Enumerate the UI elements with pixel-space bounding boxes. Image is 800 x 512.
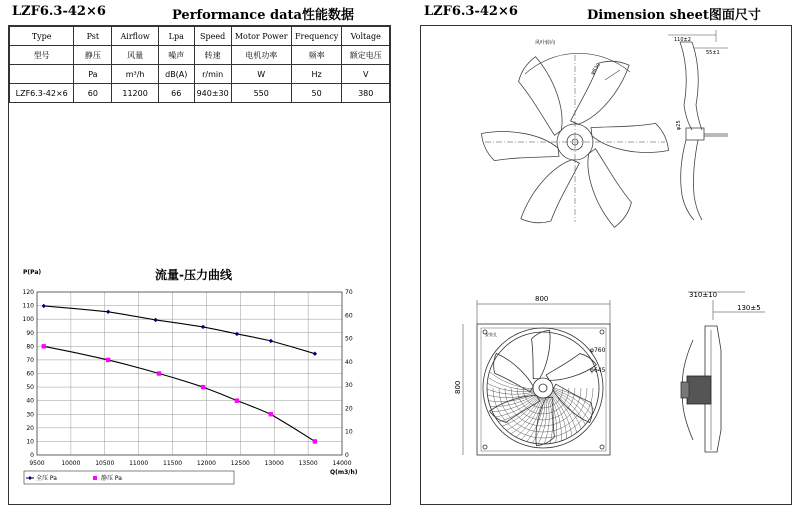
impeller-blade bbox=[563, 147, 646, 228]
impeller-front-view bbox=[480, 53, 670, 228]
fan-blade bbox=[519, 329, 564, 380]
y-left-tick-label: 70 bbox=[26, 356, 34, 364]
table-header-cell: 风量 bbox=[112, 46, 158, 65]
right-model-title: LZF6.3-42×6 bbox=[424, 4, 518, 19]
y-right-tick-label: 50 bbox=[345, 335, 353, 343]
impeller-blade bbox=[480, 111, 561, 180]
impeller-diameter-label: φ630 bbox=[589, 62, 603, 77]
x-tick-label: 14000 bbox=[332, 460, 352, 467]
y-left-tick-label: 80 bbox=[26, 343, 34, 351]
height-dimension: 800 bbox=[454, 380, 462, 394]
y-left-tick-label: 0 bbox=[30, 452, 34, 459]
shaft-diameter-label: φ25 bbox=[676, 120, 682, 130]
hub-length-label: 110±2 bbox=[674, 37, 691, 43]
legend-label: 全压 Pa bbox=[36, 475, 57, 482]
table-header-row-cn bbox=[10, 46, 390, 65]
y-right-tick-label: 60 bbox=[345, 312, 353, 320]
x-tick-label: 10500 bbox=[95, 460, 115, 467]
y-left-tick-label: 110 bbox=[22, 302, 34, 310]
table-unit-cell: Pa bbox=[74, 65, 112, 84]
y-left-tick-label: 30 bbox=[26, 411, 34, 419]
table-row bbox=[10, 84, 390, 103]
fan-side-view bbox=[681, 292, 765, 452]
data-point-marker bbox=[157, 371, 161, 375]
y-right-tick-label: 30 bbox=[345, 382, 353, 390]
data-point-marker bbox=[201, 325, 205, 329]
data-point-marker bbox=[313, 439, 317, 443]
table-header-cell: Speed bbox=[194, 27, 231, 46]
table-header-cell: Airflow bbox=[112, 27, 158, 46]
y-left-tick-label: 100 bbox=[22, 316, 34, 324]
y-right-tick-label: 0 bbox=[345, 452, 349, 459]
table-cell: 11200 bbox=[112, 84, 158, 103]
y-left-tick-label: 120 bbox=[22, 289, 34, 296]
x-tick-label: 11000 bbox=[129, 460, 149, 467]
data-point-marker bbox=[106, 358, 110, 362]
table-header-cell: 额定电压 bbox=[342, 46, 390, 65]
impeller-blade bbox=[504, 56, 587, 137]
data-point-marker bbox=[42, 304, 46, 308]
y-left-tick-label: 50 bbox=[26, 384, 34, 392]
table-header-cell: Voltage bbox=[342, 27, 390, 46]
data-point-marker bbox=[153, 318, 157, 322]
y-axis-label: P(Pa) bbox=[23, 269, 42, 276]
data-point-marker bbox=[201, 385, 205, 389]
table-cell: 50 bbox=[291, 84, 342, 103]
data-point-marker bbox=[106, 310, 110, 314]
table-header-row-en bbox=[10, 27, 390, 46]
width-dimension: 800 bbox=[535, 295, 549, 303]
data-point-marker bbox=[269, 412, 273, 416]
y-left-tick-label: 10 bbox=[26, 438, 34, 446]
y-left-tick-label: 20 bbox=[26, 424, 34, 432]
table-cell: 940±30 bbox=[194, 84, 231, 103]
mounting-hole-label: 安装孔 bbox=[485, 332, 497, 337]
table-unit-cell: Hz bbox=[291, 65, 342, 84]
table-unit-cell: m³/h bbox=[112, 65, 158, 84]
dimension-sheet-title: Dimension sheet图面尺寸 bbox=[587, 8, 761, 23]
spec-table bbox=[9, 26, 390, 103]
table-unit-cell bbox=[10, 65, 74, 84]
table-unit-cell: dB(A) bbox=[158, 65, 194, 84]
data-point-marker bbox=[235, 398, 239, 402]
table-cell: 60 bbox=[74, 84, 112, 103]
legend-marker bbox=[93, 476, 97, 480]
impeller-blade bbox=[589, 105, 670, 174]
guard-ring bbox=[487, 388, 599, 444]
y-left-tick-label: 60 bbox=[26, 370, 34, 378]
chart-title: 流量-压力曲线 bbox=[155, 268, 232, 282]
guard-ring bbox=[505, 388, 581, 426]
table-cell: 66 bbox=[158, 84, 194, 103]
table-header-cell: Frequency bbox=[291, 27, 342, 46]
data-point-marker bbox=[42, 344, 46, 348]
table-header-cell: Motor Power bbox=[231, 27, 291, 46]
data-point-marker bbox=[313, 352, 317, 356]
x-axis-label: Q(m3/h) bbox=[330, 469, 358, 476]
table-header-cell: Type bbox=[10, 27, 74, 46]
y-left-tick-label: 90 bbox=[26, 329, 34, 337]
table-cell: 380 bbox=[342, 84, 390, 103]
table-unit-cell: V bbox=[342, 65, 390, 84]
rotation-arrow-label: 风叶转向 bbox=[535, 40, 556, 46]
data-point-marker bbox=[235, 332, 239, 336]
table-header-cell: 转速 bbox=[194, 46, 231, 65]
shaft-length-label: 55±1 bbox=[706, 50, 720, 56]
x-tick-label: 10000 bbox=[61, 460, 81, 467]
table-unit-cell: W bbox=[231, 65, 291, 84]
x-tick-label: 13500 bbox=[298, 460, 318, 467]
y-right-tick-label: 70 bbox=[345, 289, 353, 296]
table-cell: 550 bbox=[231, 84, 291, 103]
depth-dimension: 310±10 bbox=[689, 291, 718, 299]
pressure-flow-chart bbox=[10, 262, 388, 500]
impeller-blade bbox=[521, 153, 580, 229]
table-units-row bbox=[10, 65, 390, 84]
y-right-tick-label: 10 bbox=[345, 428, 353, 436]
table-header-cell: 电机功率 bbox=[231, 46, 291, 65]
y-right-tick-label: 40 bbox=[345, 358, 353, 366]
table-header-cell: 频率 bbox=[291, 46, 342, 65]
performance-data-title: Performance data性能数据 bbox=[172, 8, 354, 23]
legend-label: 静压 Pa bbox=[101, 475, 122, 482]
table-header-cell: 静压 bbox=[74, 46, 112, 65]
inner-diameter-label: φ645 bbox=[590, 367, 606, 374]
table-header-cell: 噪声 bbox=[158, 46, 194, 65]
fan-front-view bbox=[463, 300, 610, 455]
fan-assembly-drawing bbox=[455, 290, 775, 500]
y-right-tick-label: 20 bbox=[345, 405, 353, 413]
y-left-tick-label: 40 bbox=[26, 397, 34, 405]
offset-dimension: 130±5 bbox=[737, 304, 761, 312]
table-unit-cell: r/min bbox=[194, 65, 231, 84]
table-header-cell: Lpa bbox=[158, 27, 194, 46]
x-tick-label: 13000 bbox=[264, 460, 284, 467]
impeller-drawing bbox=[480, 30, 780, 225]
x-tick-label: 9500 bbox=[29, 460, 45, 467]
table-cell: LZF6.3-42×6 bbox=[10, 84, 74, 103]
table-header-cell: Pst bbox=[74, 27, 112, 46]
outer-diameter-label: φ760 bbox=[590, 347, 606, 354]
x-tick-label: 12000 bbox=[196, 460, 216, 467]
left-model-title: LZF6.3-42×6 bbox=[12, 4, 106, 19]
x-tick-label: 12500 bbox=[230, 460, 250, 467]
table-header-cell: 型号 bbox=[10, 46, 74, 65]
x-tick-label: 11500 bbox=[163, 460, 183, 467]
data-point-marker bbox=[269, 339, 273, 343]
fan-blade bbox=[490, 353, 538, 392]
